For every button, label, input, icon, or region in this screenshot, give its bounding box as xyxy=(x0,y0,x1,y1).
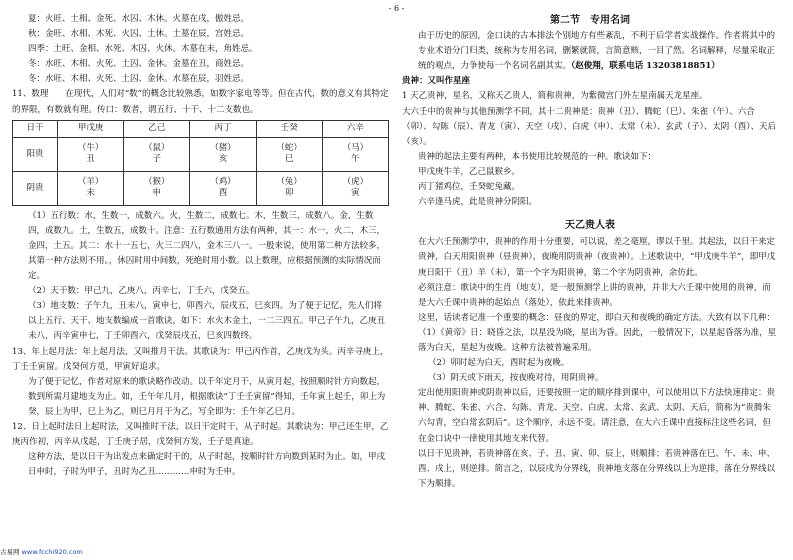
table-header-cell: 壬癸 xyxy=(256,120,322,137)
table-header-cell: 六辛 xyxy=(322,120,388,137)
wuxing-line-winter-1: 冬：水旺、木相、火死、土囚、金休。金墓在丑，商姓忌。 xyxy=(28,59,250,70)
body-paragraph: 定出使用阳贵神或阴贵神以后，还要按照一定的顺序排到课中，可以使用以下方法快速排定：贵神、腾蛇、朱雀、六合、勾陈、青龙、天空、白虎、太常、玄武、太阴、天后，简称为“贵腾朱六勾青，空白常玄阴后”。这个顺序，永远不变。请注意，在大六壬课中直接标注这些名词，但在金口诀中一律使用其地支来代替。 xyxy=(418,388,776,444)
twelve-noble-gods: 大六壬中的贵神与其他预测学不同，其十二贵神是：贵神（丑）、腾蛇（巳）、朱雀（午）、六合（卯）、勾陈（辰）、青龙（寅）、天空（戌）、白虎（申）、太常（未）、玄武（子）、太阴（酉）、天后（亥）。 xyxy=(402,106,777,147)
item-13-paragraph: 13、年上起月法：年上起月法，又叫推月干法。其歌诀为：甲己丙作首，乙庚戊为头。丙辛寻庚上，丁壬壬寅留。戊癸何方觅，甲寅好追求。 xyxy=(12,346,389,372)
noble-table xyxy=(12,120,389,206)
table-cell xyxy=(58,171,124,205)
zodiac-animal: （鼠） xyxy=(144,143,170,154)
verse-line: 丙丁猪鸡位，壬癸蛇兔藏。 xyxy=(418,182,521,193)
table-cell xyxy=(322,171,388,205)
table-cell xyxy=(58,137,124,171)
item-12-paragraph: 12、日上起时法日上起时法，又叫推时干法，以日干定时干，从子时起。其歌诀为：甲己还生甲，乙庚丙作初，丙辛从戊起，丁壬庚子居，戊癸何方发，壬子是真途。 xyxy=(12,421,389,448)
zodiac-animal: （猪） xyxy=(210,143,236,154)
earthly-branch: 寅 xyxy=(351,188,360,199)
noble-god-definition: 1 天乙贵神，星名，又称天乙贵人，简称贵神，为紫微宫门外左星南属天龙星座。 xyxy=(402,91,708,102)
table-header-cell: 甲戊庚 xyxy=(58,120,124,137)
table-header-cell: 乙己 xyxy=(124,120,190,137)
zodiac-animal: （兔） xyxy=(276,177,302,188)
verse-line: 甲戊庚牛羊，乙己鼠猴乡。 xyxy=(418,166,521,177)
earthly-branch: 子 xyxy=(152,154,162,165)
body-paragraph: （2）卯时起为白天，酉时起为夜晚。 xyxy=(428,358,570,369)
earthly-branch: 午 xyxy=(351,154,360,165)
yang-label: 阳贵 xyxy=(13,137,58,171)
table-row-yin xyxy=(13,171,389,205)
table-header-cell: 丙丁 xyxy=(190,120,256,137)
site-url-link[interactable]: www.fcchi920.com xyxy=(21,548,83,556)
wuxing-line-four-seasons: 四季：土旺、金相、水死、木囚、火休。木墓在未，角姓忌。 xyxy=(28,44,258,55)
month-stem-explanation: 为了便于记忆，作者对原来的歌诀略作改动。以千年定月干，从寅月起，按照顺时针方向数起，数到所需月建地支为止。如，壬午年几月，根据歌诀“丁壬壬寅留”得知，壬年寅上起壬，卯上为癸，辰上为甲，巳上为乙，则巳月月干为乙，写全即为：壬午年乙巳月。 xyxy=(28,376,386,417)
zodiac-animal: （马） xyxy=(342,143,369,154)
yin-label: 阴贵 xyxy=(13,171,58,205)
body-paragraph: （3）阴天或下雨天，按夜晚对待，用阴贵神。 xyxy=(428,373,604,384)
wuxing-line-winter-2: 冬：水旺、木相、火死、土囚、金休。水墓在辰，羽姓忌。 xyxy=(28,74,250,85)
earthly-branch: 亥 xyxy=(218,154,228,165)
five-element-numbers: （1）五行数：水，生数一，成数六。火，生数二，成数七。木，生数三，成数八。金，生数四，成数九。土，生数五，成数十。注意：五行数通用方法有两种，其一：水一，火二，木三，金四，土五。其二：水十一五七，火三二四八，金木三八一。一般来说，使用第二种方法较多，其第一种方法则不用。，休囚时用中间数，死绝时用小数。以上数理，应根据预测的实际情况而定。 xyxy=(28,210,386,282)
wuxing-line-autumn: 秋：金旺、水相、木死、火囚、土休。土墓在辰，宫姓忌。 xyxy=(28,29,250,40)
left-column xyxy=(12,12,389,480)
hour-stem-explanation: 这种方法，是以日干为出发点来确定时干的，从子时起，按顺时针方向数到某时为止。如，甲戌日申时，子时为甲子，丑时为乙丑…………申时为壬申。 xyxy=(28,452,386,478)
table-header-cell: 日干 xyxy=(13,120,58,137)
zodiac-animal: （蛇） xyxy=(276,143,302,154)
right-column xyxy=(402,12,778,492)
intro-paragraph xyxy=(402,29,778,74)
intro-text: 由于历史的原因，金口诀的古本排法个别地方有些紊乱，不利于后学者实战操作。作者将其中的专业术语分门归类，统称为专用名词，删繁就简，言简意赅，一目了然。名词解释，尽量采取正统的观点，力争使每一个名词名副其实。 xyxy=(418,31,776,72)
subheading-noble-god: 贵神：又叫作星座 xyxy=(402,76,471,87)
site-name: 古易网 xyxy=(0,548,20,556)
table-header-row xyxy=(13,120,389,137)
body-paragraph: 这里，话读者记准一个重要的概念：昼夜的界定，即白天和夜晚的确定方法。大致有以下几种：（1）《黄帝》日：晓昏之法，以星没为晓，星出为昏。因此，一般情况下，以星起昏落为准，星落为白天，星起为夜晚。这种方法被普遍采用。 xyxy=(418,312,777,353)
zodiac-animal: （牛） xyxy=(77,143,104,154)
table-row-yang xyxy=(13,137,389,171)
page-number: - 6 - xyxy=(388,4,405,13)
table-cell xyxy=(124,171,190,205)
earthly-branch: 卯 xyxy=(284,188,294,199)
zodiac-animal: （羊） xyxy=(77,177,104,188)
heavenly-stem-numbers: （2）天干数：甲己九，乙庚八，丙辛七，丁壬六，戊癸五。 xyxy=(28,286,255,297)
wuxing-line-summer: 夏：火旺、土相、金死、水囚、木休。火墓在戌，傲姓忌。 xyxy=(28,14,250,24)
zodiac-animal: （猴） xyxy=(144,177,170,188)
verse-line: 六辛逢马虎，此是贵神分阴阳。 xyxy=(418,197,538,208)
table-cell xyxy=(256,137,322,171)
earthly-branch: 未 xyxy=(86,188,95,199)
table-title: 天乙贵人表 xyxy=(565,220,615,232)
earthly-branch: 丑 xyxy=(86,154,95,165)
body-paragraph: 在大六壬预测学中，贵神的作用十分重要，可以说，差之毫厘，谬以千里。其起法，以日干来定贵神，白天用阳贵神（昼贵神），夜晚用阴贵神（夜贵神）。上述歌诀中，“甲戊庚牛羊”，即甲戊庚日阳干（丑）羊（未），第一个字为阳贵神，第二个字为阴贵神，余仿此。 xyxy=(418,237,776,278)
table-cell xyxy=(190,171,256,205)
intro-contact: （赵俊翔，联系电话 13203818851） xyxy=(571,61,720,72)
zodiac-animal: （虎） xyxy=(342,177,369,188)
verse-intro: 贵神的起法主要有两种，本书使用比较规范的一种。歌诀如下： xyxy=(418,151,657,162)
earthly-branch: 申 xyxy=(152,188,162,199)
earthly-branch-numbers: （3）地支数：子午九，丑未八，寅申七，卯酉六，辰戌五，巳亥四。为了便于记忆，先人们将以上五行、天干、地支数编成一首歌诀，如下：水火木金土，一二三四五。甲己子午九，乙庚丑未八，丙辛寅申七，丁壬卯酉六，戊癸辰戌五，巳亥四数终。 xyxy=(28,301,386,342)
table-cell xyxy=(256,171,322,205)
body-paragraph: 必须注意：歌诀中的生肖（地支），是一般预测学上讲的贵神，并非大六壬课中使用的贵神，而是大六壬课中贵神的起始点（落处），依此来排贵神。 xyxy=(418,282,771,308)
earthly-branch: 酉 xyxy=(218,188,228,199)
body-paragraph: 以日干见贵神，若贵神落在亥、子、丑、寅、卯、辰上，则顺排；若贵神落在巳、午、未、申、酉、戌上，则逆排。简言之，以辰戌为分界线，贵神地支落在分界线以上为逆排，落在分界线以下为顺排。 xyxy=(418,448,776,489)
table-cell xyxy=(190,137,256,171)
footer xyxy=(0,547,83,556)
earthly-branch: 巳 xyxy=(284,154,294,165)
table-cell xyxy=(124,137,190,171)
item-11-paragraph: 11、数理 在现代，人们对“数”的概念比较熟悉，如数字家电等等。但在古代，数的意义有其特定的界限，有数就有理。传口：数者，谓五行、十干、十二支数也。 xyxy=(12,89,389,115)
zodiac-animal: （鸡） xyxy=(210,177,236,188)
table-cell xyxy=(322,137,388,171)
section-title: 第二节 专用名词 xyxy=(550,15,630,26)
